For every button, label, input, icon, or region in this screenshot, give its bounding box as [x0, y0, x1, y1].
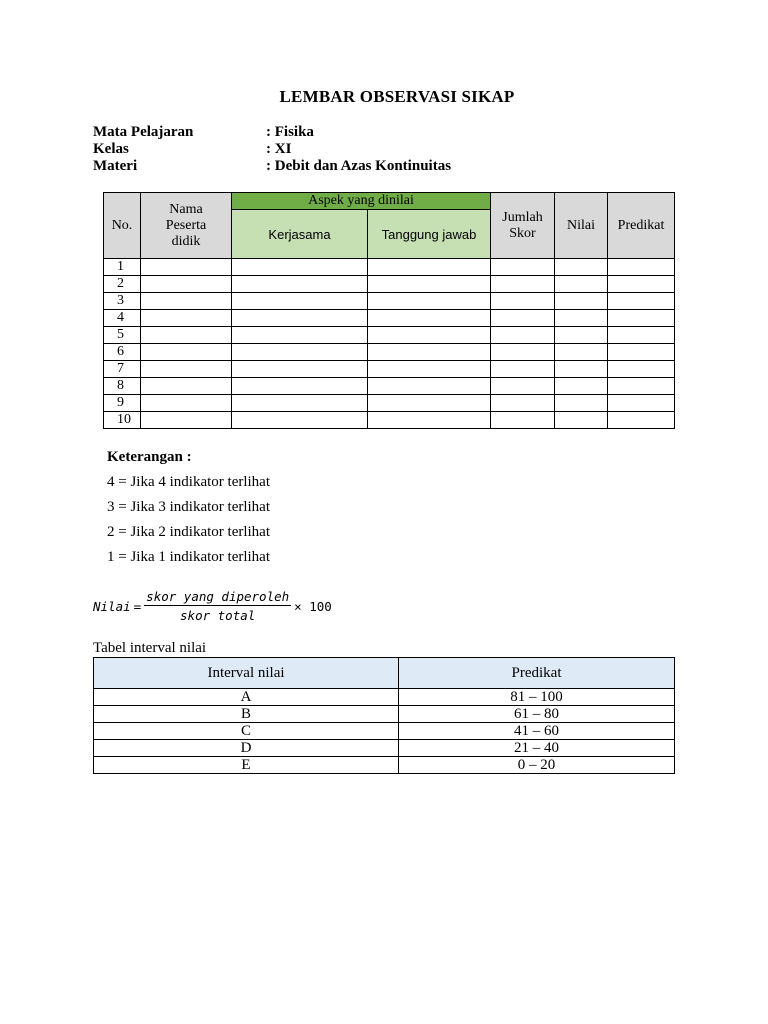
cell-tanggung-jawab: [368, 310, 491, 327]
cell-kerjasama: [232, 310, 368, 327]
cell-nilai: [555, 361, 608, 378]
cell-tanggung-jawab: [368, 378, 491, 395]
cell-nama: [141, 395, 232, 412]
meta-label: Kelas: [93, 141, 129, 157]
table-row: [104, 412, 675, 429]
cell-jumlah-skor: [491, 310, 555, 327]
meta-label: Materi: [93, 158, 138, 174]
meta-row-class: [93, 141, 451, 158]
table-row: [94, 740, 675, 757]
keterangan-item: 1 = Jika 1 indikator terlihat: [107, 549, 271, 565]
cell-tanggung-jawab: [368, 276, 491, 293]
meta-info: [93, 124, 451, 175]
meta-row-material: [93, 158, 451, 175]
table-row: [104, 378, 675, 395]
interval-table: [93, 657, 675, 774]
table-row: [104, 293, 675, 310]
cell-kerjasama: [232, 378, 368, 395]
row-number: 2: [104, 276, 141, 293]
cell-kerjasama: [232, 361, 368, 378]
cell-range: 41 – 60: [399, 723, 675, 740]
row-number: 6: [104, 344, 141, 361]
observation-table: [103, 192, 675, 429]
header-interval-nilai: Interval nilai: [94, 658, 399, 689]
cell-kerjasama: [232, 344, 368, 361]
table-row: [104, 327, 675, 344]
cell-predikat: [608, 395, 675, 412]
cell-tanggung-jawab: [368, 327, 491, 344]
header-nilai: Nilai: [555, 193, 608, 259]
cell-nilai: [555, 344, 608, 361]
header-tanggung-jawab: Tanggung jawab: [368, 210, 491, 259]
cell-grade: D: [94, 740, 399, 757]
keterangan-item: 3 = Jika 3 indikator terlihat: [107, 499, 271, 515]
formula-equals: =: [133, 598, 142, 614]
keterangan-title: Keterangan :: [107, 449, 192, 465]
cell-grade: E: [94, 757, 399, 774]
cell-range: 81 – 100: [399, 689, 675, 706]
cell-range: 0 – 20: [399, 757, 675, 774]
cell-jumlah-skor: [491, 327, 555, 344]
table-row: [104, 276, 675, 293]
cell-kerjasama: [232, 276, 368, 293]
cell-jumlah-skor: [491, 344, 555, 361]
cell-range: 21 – 40: [399, 740, 675, 757]
keterangan-item: 4 = Jika 4 indikator terlihat: [107, 474, 271, 490]
table-row: [104, 259, 675, 276]
cell-nama: [141, 327, 232, 344]
cell-kerjasama: [232, 293, 368, 310]
cell-predikat: [608, 327, 675, 344]
cell-nama: [141, 344, 232, 361]
cell-jumlah-skor: [491, 276, 555, 293]
header-jumlah-line: Skor: [509, 225, 536, 241]
header-kerjasama: Kerjasama: [232, 210, 368, 259]
table-row: [104, 395, 675, 412]
row-number: 8: [104, 378, 141, 395]
table-row: [94, 706, 675, 723]
header-jumlah-skor: [491, 193, 555, 259]
cell-predikat: [608, 293, 675, 310]
cell-jumlah-skor: [491, 412, 555, 429]
cell-jumlah-skor: [491, 378, 555, 395]
row-number: 4: [104, 310, 141, 327]
cell-predikat: [608, 344, 675, 361]
header-nama-line: Peserta: [165, 217, 207, 233]
cell-nilai: [555, 293, 608, 310]
cell-nama: [141, 310, 232, 327]
cell-kerjasama: [232, 412, 368, 429]
score-formula: [93, 589, 332, 623]
cell-nilai: [555, 395, 608, 412]
header-nama: [141, 193, 232, 259]
cell-nama: [141, 412, 232, 429]
cell-tanggung-jawab: [368, 412, 491, 429]
cell-nilai: [555, 310, 608, 327]
cell-nama: [141, 259, 232, 276]
cell-predikat: [608, 412, 675, 429]
formula-fraction: [144, 589, 291, 623]
cell-nama: [141, 378, 232, 395]
cell-range: 61 – 80: [399, 706, 675, 723]
cell-nilai: [555, 412, 608, 429]
row-number: 10: [104, 412, 141, 429]
formula-multiplier: × 100: [294, 598, 332, 614]
row-number: 5: [104, 327, 141, 344]
document-title: LEMBAR OBSERVASI SIKAP: [279, 87, 515, 106]
row-number: 1: [104, 259, 141, 276]
cell-nama: [141, 276, 232, 293]
cell-grade: C: [94, 723, 399, 740]
cell-kerjasama: [232, 395, 368, 412]
row-number: 3: [104, 293, 141, 310]
table-row: [94, 757, 675, 774]
cell-jumlah-skor: [491, 293, 555, 310]
cell-tanggung-jawab: [368, 259, 491, 276]
cell-nilai: [555, 259, 608, 276]
cell-grade: A: [94, 689, 399, 706]
header-predikat: Predikat: [399, 658, 675, 689]
header-nama-line: didik: [171, 233, 201, 249]
meta-label: Mata Pelajaran: [93, 124, 194, 140]
cell-kerjasama: [232, 327, 368, 344]
cell-predikat: [608, 310, 675, 327]
cell-predikat: [608, 259, 675, 276]
meta-value: : XI: [266, 141, 292, 157]
cell-jumlah-skor: [491, 395, 555, 412]
interval-table-caption: Tabel interval nilai: [93, 640, 207, 656]
formula-numerator: skor yang diperoleh: [146, 589, 290, 604]
formula-denominator: skor total: [180, 608, 256, 623]
keterangan-section: [107, 448, 270, 573]
cell-nama: [141, 293, 232, 310]
meta-value: : Debit dan Azas Kontinuitas: [266, 158, 452, 174]
table-row: [94, 723, 675, 740]
cell-tanggung-jawab: [368, 395, 491, 412]
keterangan-item: 2 = Jika 2 indikator terlihat: [107, 524, 271, 540]
cell-jumlah-skor: [491, 361, 555, 378]
header-predikat: Predikat: [608, 193, 675, 259]
row-number: 9: [104, 395, 141, 412]
cell-tanggung-jawab: [368, 293, 491, 310]
cell-tanggung-jawab: [368, 344, 491, 361]
header-no: No.: [104, 193, 141, 259]
header-jumlah-line: Jumlah: [502, 209, 543, 225]
cell-predikat: [608, 378, 675, 395]
table-row: [94, 689, 675, 706]
cell-nilai: [555, 276, 608, 293]
header-aspek: Aspek yang dinilai: [232, 193, 491, 210]
cell-kerjasama: [232, 259, 368, 276]
cell-predikat: [608, 276, 675, 293]
cell-tanggung-jawab: [368, 361, 491, 378]
cell-nilai: [555, 378, 608, 395]
cell-jumlah-skor: [491, 259, 555, 276]
table-row: [104, 310, 675, 327]
table-row: [104, 361, 675, 378]
formula-lhs: Nilai: [93, 598, 131, 614]
header-nama-line: Nama: [169, 201, 203, 217]
table-row: [104, 344, 675, 361]
cell-nama: [141, 361, 232, 378]
cell-nilai: [555, 327, 608, 344]
cell-grade: B: [94, 706, 399, 723]
cell-predikat: [608, 361, 675, 378]
row-number: 7: [104, 361, 141, 378]
meta-value: : Fisika: [266, 124, 314, 140]
meta-row-subject: [93, 124, 451, 141]
